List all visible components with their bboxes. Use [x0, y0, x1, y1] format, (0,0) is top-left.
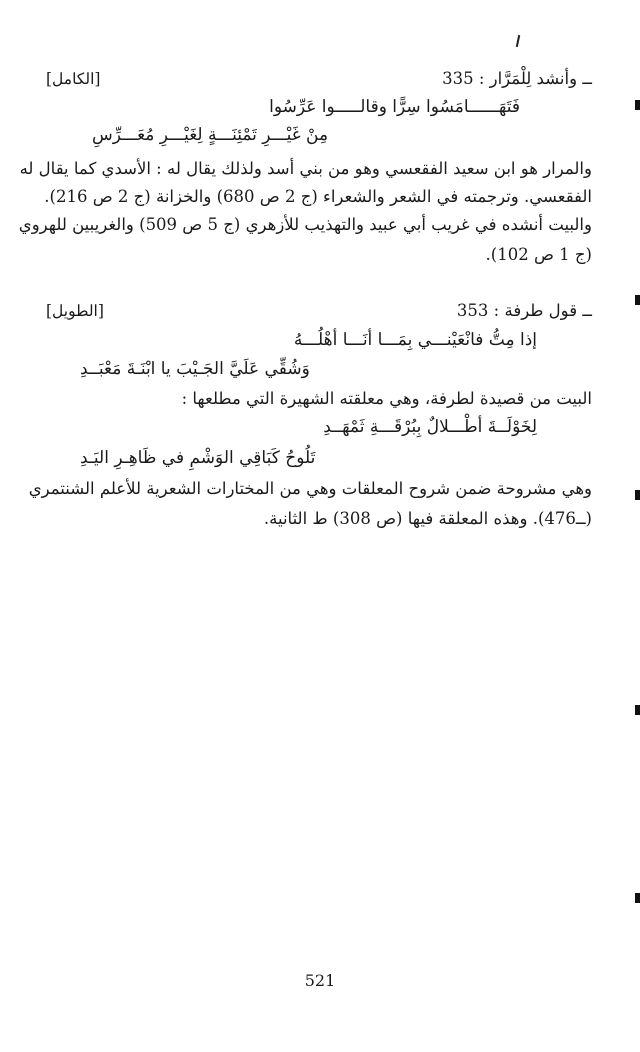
page-edge-mark — [635, 100, 640, 110]
margin-tick-mark — [516, 35, 520, 47]
verse-hemistich: فَتَهَــــــامَسُوا سِرًّا وقالـــــوا عَرِّسُوا — [269, 97, 520, 117]
paragraph-line: البيت من قصيدة لطرفة، وهي معلقته الشهيرة التي مطلعها : — [181, 389, 592, 408]
page-edge-mark — [635, 705, 640, 715]
verse-hemistich: إذا مِتُّ فانْعَيْنـــي بِمَـــا أنَـــا أهْلُـــهُ — [293, 330, 537, 350]
paragraph-line: والمرار هو ابن سعيد الفقعسي وهو من بني أسد ولذلك يقال له : الأسدي كما يقال له — [19, 159, 592, 178]
verse-hemistich: وَشُقِّي عَلَيَّ الجَـيْبَ يا ابْنَـةَ مَعْبَــدِ — [80, 359, 310, 379]
verse-hemistich: مِنْ غَيْـــرِ تَمْئِنَـــةٍ لِغَيْـــرِ مُعَـــرِّسِ — [92, 125, 329, 145]
paragraph-line: وهي مشروحة ضمن شروح المعلقات وهي من المختارات الشعرية للأعلم الشنتمري — [28, 479, 592, 498]
meter-label: [الكامل] — [46, 70, 101, 88]
page-edge-mark — [635, 490, 640, 500]
meter-label: [الطويل] — [46, 302, 104, 320]
paragraph-line: (ج 1 ص 102). — [485, 245, 592, 264]
page-number: 521 — [304, 971, 336, 990]
paragraph-line: والبيت أنشده في غريب أبي عبيد والتهذيب للأزهري (ج 5 ص 509) والغريبين للهروي — [18, 215, 592, 234]
paragraph-line: (ــ476). وهذه المعلقة فيها (ص 308) ط الثانية. — [263, 509, 592, 528]
verse-hemistich: لِخَوْلَــةَ أطْـــلالٌ بِبُرْقَـــةِ ثَمْهَــدِ — [323, 417, 537, 437]
page-edge-mark — [635, 295, 640, 305]
paragraph-line: الفقعسي. وترجمته في الشعر والشعراء (ج 2 ص 680) والخزانة (ج 2 ص 216). — [44, 187, 592, 206]
page-edge-mark — [635, 893, 640, 903]
section-heading: ــ وأنشد لِلْمَرَّار : 335 — [442, 69, 592, 88]
verse-hemistich: تَلُوحُ كَبَاقِي الوَشْمِ في ظَاهِـرِ اليَـدِ — [80, 448, 316, 468]
section-heading: ــ قول طرفة : 353 — [456, 301, 592, 320]
